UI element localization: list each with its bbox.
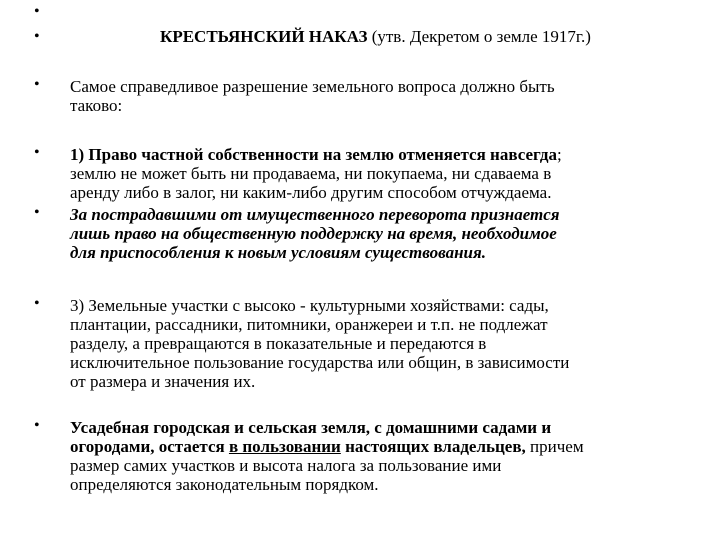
point-1-paragraph [70,145,680,202]
text-line: 3) Земельные участки с высоко - культурными хозяйствами: сады, [70,296,549,315]
text-line: Усадебная городская и сельская земля, с домашними садами и [70,418,552,437]
text-line: землю не может быть ни продаваема, ни покупаема, ни сдаваема в [70,164,552,183]
intro-paragraph [70,77,680,115]
point-3-paragraph [70,296,680,391]
bold-phrase: настоящих владельцев, [340,437,526,456]
text-line: плантации, рассадники, питомники, оранжереи и т.п. не подлежат [70,315,548,334]
bold-phrase: огородами, остается [70,437,229,456]
text-fragment: ; [557,145,562,164]
bold-phrase: 1) Право частной собственности на землю отменяется навсегда [70,145,557,164]
bullet-marker: • [34,417,40,434]
text-line: размер самих участков и высота налога за пользование ими [70,456,502,475]
bullet-marker: • [34,28,40,45]
bullet-marker: • [34,295,40,312]
text-line: разделу, а превращаются в показательные и передаются в [70,334,487,353]
text-line: для приспособления к новым условиям существования. [70,243,487,262]
underlined-phrase: в пользовании [228,437,341,456]
bullet-marker: • [34,3,40,20]
text-line: Самое справедливое разрешение земельного вопроса должно быть [70,77,555,96]
text-line: от размера и значения их. [70,372,256,391]
text-line [70,145,680,164]
text-fragment: причем [525,437,584,456]
text-line: таково: [70,96,123,115]
text-line: За пострадавшими от имущественного переворота признается [70,205,560,224]
bullet-marker: • [34,76,40,93]
bullet-marker: • [34,204,40,221]
compensation-paragraph [70,205,680,262]
estate-land-paragraph [70,418,680,494]
text-line: определяются законодательным порядком. [70,475,379,494]
bullet-marker: • [34,144,40,161]
text-line: аренду либо в залог, ни каким-либо другим способом отчуждаема. [70,183,552,202]
title-subtitle: (утв. Декретом о земле 1917г.) [367,27,591,46]
page-title [160,27,591,47]
title-bold: КРЕСТЬЯНСКИЙ НАКАЗ [160,27,368,46]
text-line: исключительное пользование государства или общин, в зависимости [70,353,570,372]
text-line [70,437,680,456]
text-line: лишь право на общественную поддержку на время, необходимое [70,224,557,243]
